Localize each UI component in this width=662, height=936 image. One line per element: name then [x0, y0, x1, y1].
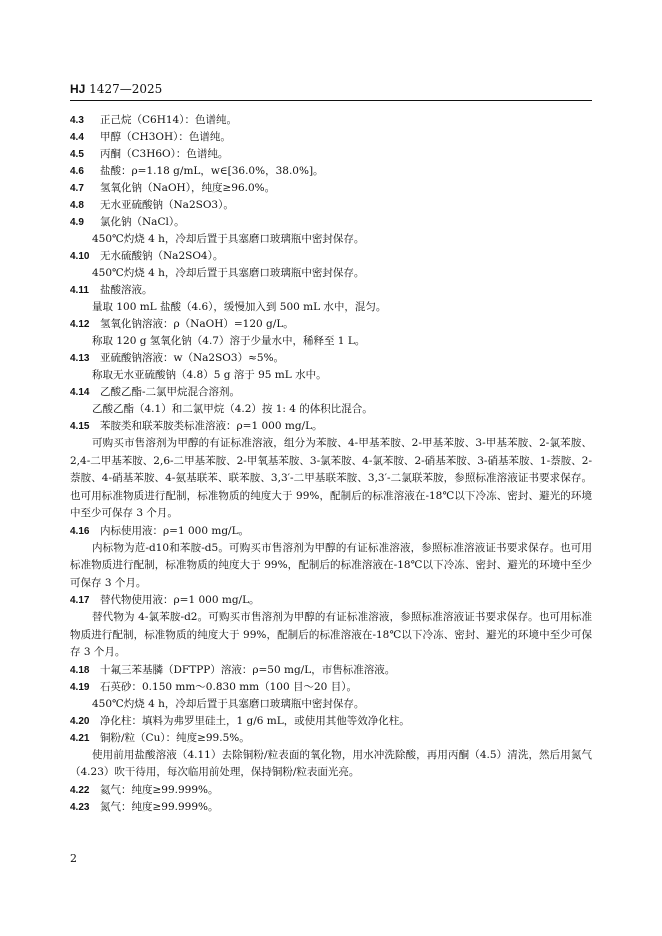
clause-4-4 — [70, 129, 592, 146]
clause-number: 4.14 — [70, 387, 90, 398]
clause-text: 无水亚硫酸钠（Na2SO3）。 — [100, 199, 234, 211]
clause-4-12 — [70, 316, 592, 333]
clause-number: 4.17 — [70, 595, 90, 606]
clause-4-21-detail: 使用前用盐酸溶液（4.11）去除铜粉/粒表面的氧化物，用水冲洗除酸，再用丙酮（4.5）清洗，然后用氮气（4.23）吹干待用，每次临用前处理，保持铜粉/粒表面光亮。 — [70, 748, 592, 778]
clause-4-9-detail: 450℃灼烧 4 h，冷却后置于具塞磨口玻璃瓶中密封保存。 — [92, 233, 365, 245]
clause-number: 4.13 — [70, 353, 90, 364]
clause-4-9 — [70, 214, 592, 231]
clause-text: 无水硫酸钠（Na2SO4）。 — [100, 250, 224, 262]
clause-number: 4.6 — [70, 166, 84, 177]
clause-4-20 — [70, 713, 592, 730]
clause-4-21 — [70, 730, 592, 747]
clause-text: 正己烷（C6H14）：色谱纯。 — [100, 114, 237, 126]
clause-text: 亚硫酸钠溶液：w（Na2SO3）≈5%。 — [100, 352, 285, 364]
clause-text: 氦气：纯度≥99.999%。 — [100, 783, 219, 796]
clause-4-22 — [70, 782, 592, 799]
page-header — [70, 80, 592, 101]
clause-4-23 — [70, 799, 592, 816]
clause-text: 内标使用液：ρ=1 000 mg/L。 — [100, 524, 250, 537]
clause-number: 4.20 — [70, 715, 90, 727]
clause-4-17-detail: 替代物为 4-氯苯胺-d2。可购买市售溶剂为甲醇的有证标准溶液，参照标准溶液证书要求保存。也可用标准物质进行配制，标准物质的纯度大于 99%，配制后的标准溶液在-18℃以下冷冻、密封、避光的环境中至少可保存 3 个月。 — [70, 611, 592, 658]
clause-number: 4.9 — [70, 217, 84, 228]
clause-text: 盐酸溶液。 — [100, 284, 153, 296]
clause-number: 4.7 — [70, 183, 84, 194]
clause-number: 4.21 — [70, 732, 90, 744]
clause-text: 铜粉/粒（Cu）：纯度≥99.5%。 — [100, 731, 250, 744]
clause-4-10 — [70, 248, 592, 265]
clause-4-17 — [70, 592, 592, 609]
clause-number: 4.3 — [70, 115, 84, 126]
clause-text: 苯胺类和联苯胺类标准溶液：ρ=1 000 mg/L。 — [100, 420, 323, 432]
clause-number: 4.15 — [70, 421, 90, 432]
clause-text: 丙酮（C3H6O）：色谱纯。 — [100, 148, 229, 160]
clause-4-14 — [70, 384, 592, 401]
clause-4-10-detail: 450℃灼烧 4 h，冷却后置于具塞磨口玻璃瓶中密封保存。 — [92, 267, 365, 279]
clause-number: 4.8 — [70, 200, 84, 211]
clause-4-13-detail: 称取无水亚硫酸钠（4.8）5 g 溶于 95 mL 水中。 — [92, 369, 327, 381]
clause-4-7 — [70, 180, 592, 197]
clause-text: 氢氧化钠溶液：ρ（NaOH）=120 g/L。 — [100, 318, 294, 330]
clause-text: 氯化钠（NaCl）。 — [100, 216, 185, 228]
clause-text: 替代物使用液：ρ=1 000 mg/L。 — [100, 594, 260, 606]
clause-text: 氮气：纯度≥99.999%。 — [100, 800, 219, 813]
clause-text: 甲醇（CH3OH）：色谱纯。 — [100, 131, 231, 143]
clause-number: 4.11 — [70, 285, 89, 296]
clause-4-12-detail: 称取 120 g 氢氧化钠（4.7）溶于少量水中，稀释至 1 L。 — [92, 335, 366, 347]
clause-text: 氢氧化钠（NaOH），纯度≥96.0%。 — [100, 182, 276, 194]
clause-4-16-detail: 内标物为苊-d10和苯胺-d5。可购买市售溶剂为甲醇的有证标准溶液，参照标准溶液证书要求保存。也可用标准物质进行配制，标准物质的纯度大于 99%，配制后的标准溶液在-18℃以下冷冻、密封、避光的环境中至少可保存 3 个月。 — [70, 541, 592, 589]
clause-text: 盐酸：ρ=1.18 g/mL，w∈[36.0%，38.0%]。 — [100, 165, 324, 177]
clause-4-18 — [70, 662, 592, 679]
clause-number: 4.10 — [70, 251, 90, 262]
clause-4-3 — [70, 112, 592, 129]
clause-number: 4.4 — [70, 132, 84, 143]
clause-4-14-detail: 乙酸乙酯（4.1）和二氯甲烷（4.2）按 1: 4 的体积比混合。 — [92, 403, 373, 415]
clause-4-5 — [70, 146, 592, 163]
document-body — [70, 112, 592, 816]
standard-number: 1427—2025 — [89, 82, 163, 96]
clause-number: 4.12 — [70, 319, 90, 330]
clause-number: 4.5 — [70, 149, 84, 160]
clause-4-11 — [70, 282, 592, 299]
clause-number: 4.22 — [70, 784, 90, 796]
clause-4-6 — [70, 163, 592, 180]
clause-text: 石英砂：0.150 mm～0.830 mm（100 目～20 目）。 — [100, 680, 357, 693]
clause-text: 净化柱：填料为弗罗里硅土，1 g/6 mL，或使用其他等效净化柱。 — [100, 714, 410, 727]
clause-4-15-detail: 可购买市售溶剂为甲醇的有证标准溶液，组分为苯胺、4-甲基苯胺、2-甲基苯胺、3-甲基苯胺、2-氯苯胺、2,4-二甲基苯胺、2,6-二甲基苯胺、2-甲氧基苯胺、3-氯苯胺、4-氯苯胺、2-硝基苯胺、3-硝基苯胺、1-萘胺、2-萘胺、4-硝基苯胺、4-氨基联苯、联苯胺、3,3′-二甲基联苯胺、3,3′-二氯联苯胺，参照标准溶液证书要求保存。也可用标准物质进行配制，标准物质的纯度大于 99%，配制后的标准溶液在-18℃以下冷冻、密封、避光的环境中至少可保存 3 个月。 — [70, 437, 592, 519]
clause-4-13 — [70, 350, 592, 367]
clause-4-11-detail: 量取 100 mL 盐酸（4.6），缓慢加入到 500 mL 水中，混匀。 — [92, 301, 387, 313]
clause-text: 乙酸乙酯-二氯甲烷混合溶剂。 — [100, 386, 241, 398]
clause-4-19 — [70, 679, 592, 696]
clause-number: 4.16 — [70, 525, 90, 537]
clause-4-15 — [70, 418, 592, 435]
standard-code: HJ — [70, 82, 86, 96]
page-number: 2 — [70, 852, 77, 865]
clause-number: 4.19 — [70, 681, 90, 693]
clause-4-16 — [70, 523, 592, 540]
clause-4-19-detail: 450℃灼烧 4 h，冷却后置于具塞磨口玻璃瓶中密封保存。 — [92, 697, 365, 710]
clause-4-8 — [70, 197, 592, 214]
clause-number: 4.18 — [70, 664, 90, 676]
clause-text: 十氟三苯基膦（DFTPP）溶液：ρ=50 mg/L，市售标准溶液。 — [100, 663, 396, 676]
clause-number: 4.23 — [70, 801, 90, 813]
